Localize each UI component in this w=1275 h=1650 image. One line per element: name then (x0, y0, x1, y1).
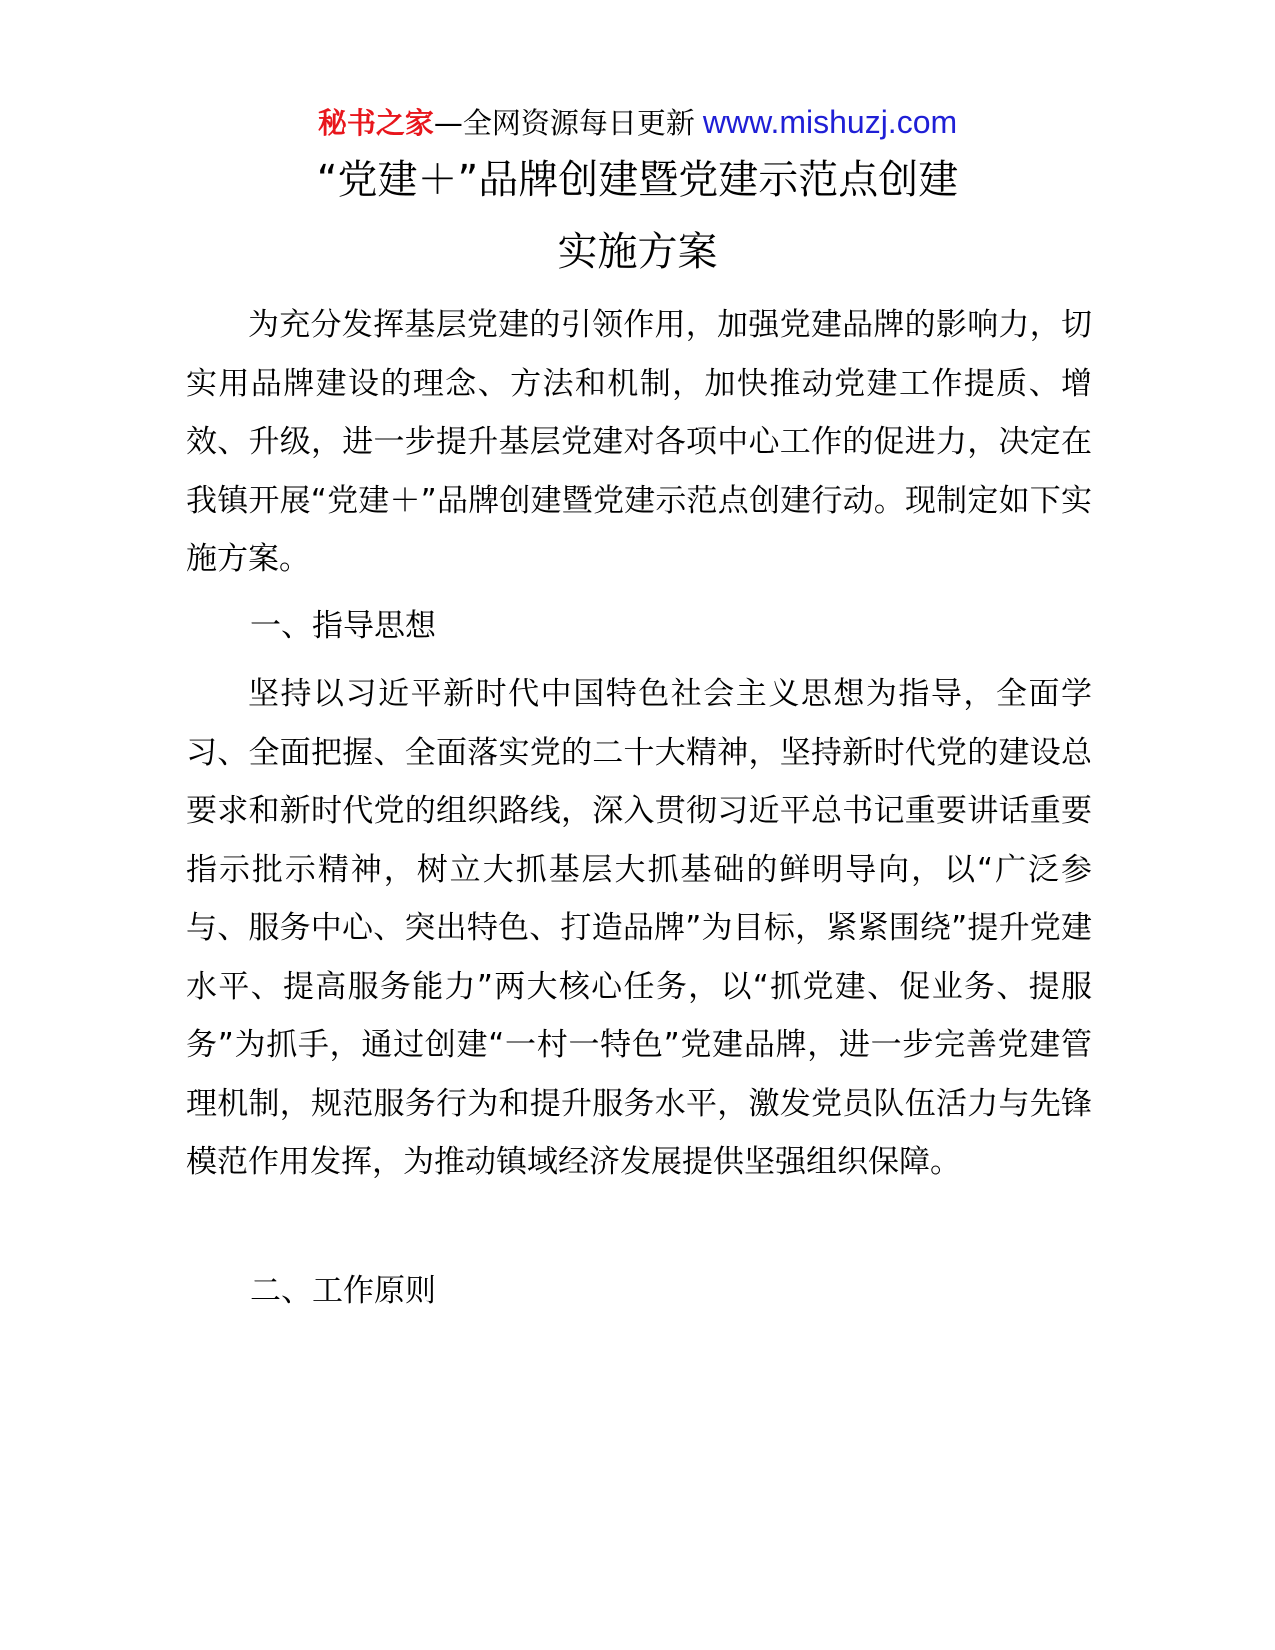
paragraph-guiding-ideology: 坚持以习近平新时代中国特色社会主义思想为指导，全面学习、全面把握、全面落实党的二十大精神，坚持新时代党的建设总要求和新时代党的组织路线，深入贯彻习近平总书记重要讲话重要指示批示精神，树立大抓基层大抓基础的鲜明导向，以“广泛参与、服务中心、突出特色、打造品牌”为目标，紧紧围绕”提升党建水平、提高服务能力”两大核心任务，以“抓党建、促业务、提服务”为抓手，通过创建“一村一特色”党建品牌，进一步完善党建管理机制，规范服务行为和提升服务水平，激发党员队伍活力与先锋模范作用发挥，为推动镇域经济发展提供坚强组织保障。 (186, 676, 1092, 1180)
site-url-link[interactable]: www.mishuzj.com (702, 104, 958, 140)
document-title-line1: “党建＋”品牌创建暨党建示范点创建 (316, 157, 959, 203)
section-heading-work-principles: 二、工作原则 (250, 1273, 436, 1309)
site-brand: 秘书之家 (317, 106, 434, 140)
document-title-line2: 实施方案 (557, 229, 718, 275)
paragraph-intro: 为充分发挥基层党建的引领作用，加强党建品牌的影响力，切实用品牌建设的理念、方法和机制，加快推动党建工作提质、增效、升级，进一步提升基层党建对各项中心工作的促进力，决定在我镇开展“党建＋”品牌创建暨党建示范点创建行动。现制定如下实施方案。 (186, 307, 1092, 577)
site-header (0, 102, 1275, 143)
section-heading-guiding-ideology: 一、指导思想 (250, 608, 436, 644)
site-tagline: —全网资源每日更新 (433, 106, 695, 140)
